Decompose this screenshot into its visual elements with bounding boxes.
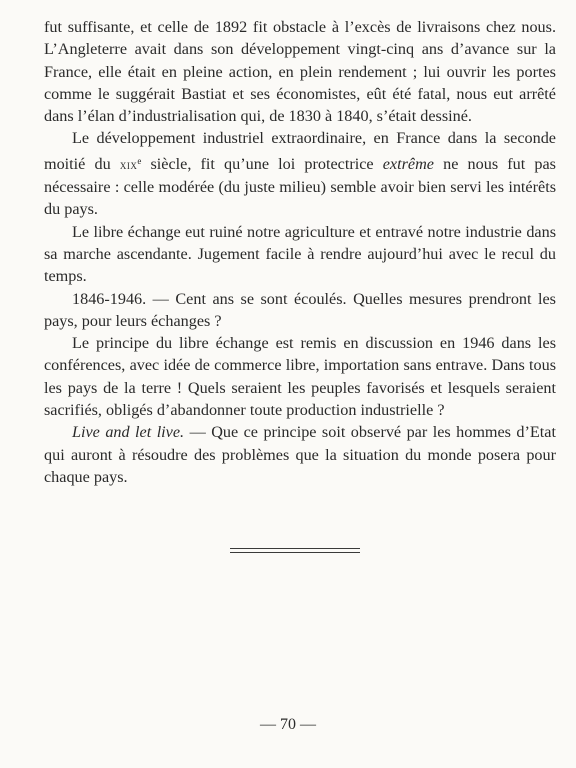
page-number: — 70 —: [260, 716, 316, 733]
motto-live-and-let-live: Live and let live.: [72, 423, 185, 442]
paragraph-2-text-c: ne nous fut pas nécessaire : celle modérée (du juste milieu) semble avoir bien servi les intérêts du pays.: [44, 154, 556, 219]
century-numeral: xix: [119, 156, 138, 172]
section-end-rule: [230, 548, 360, 556]
rule-line-top: [230, 548, 360, 549]
paragraph-5: Le principe du libre échange est remis en discussion en 1946 dans les conférences, avec idée de commerce libre, importation sans entrave. Dans tous les pays de la terre ! Quels seraient les peuples favorisés et lesquels seraient sacrifiés, obligés d’abandonner toute production industrielle ?: [44, 334, 556, 420]
paragraph-2: [44, 127, 556, 220]
paragraph-2-text-a: Le développement industriel extraordinaire, en France dans la seconde moitié du: [44, 129, 556, 173]
rule-line-bottom: [230, 552, 360, 553]
paragraph-1: fut suffisante, et celle de 1892 fit obstacle à l’excès de livraisons chez nous. L’Angleterre avait dans son développement vingt-cinq ans d’avance sur la France, elle était en pleine action, en plein rendement ; lui ouvrir les portes comme le suggérait Bastiat et ses économistes, eût été fatal, nous eut arrêté dans l’élan d’industrialisation qui, de 1830 à 1840, s’était dessiné.: [44, 18, 556, 126]
paragraph-6: [44, 421, 556, 488]
paragraph-3: Le libre échange eut ruiné notre agriculture et entravé notre industrie dans sa marche ascendante. Jugement facile à rendre aujourd’hui avec le recul du temps.: [44, 222, 556, 286]
paragraph-4: 1846-1946. — Cent ans se sont écoulés. Quelles mesures prendront les pays, pour leurs échanges ?: [44, 289, 556, 330]
page-body: [44, 16, 556, 488]
century-superscript: e: [137, 155, 142, 166]
paragraph-2-text-b: siècle, fit qu’une loi protectrice: [141, 154, 383, 173]
paragraph-6-text: — Que ce principe soit observé par les hommes d’Etat qui auront à résoudre des problèmes que la situation du monde posera pour chaque pays.: [44, 423, 556, 486]
emphasis-extreme: extrême: [382, 154, 434, 173]
